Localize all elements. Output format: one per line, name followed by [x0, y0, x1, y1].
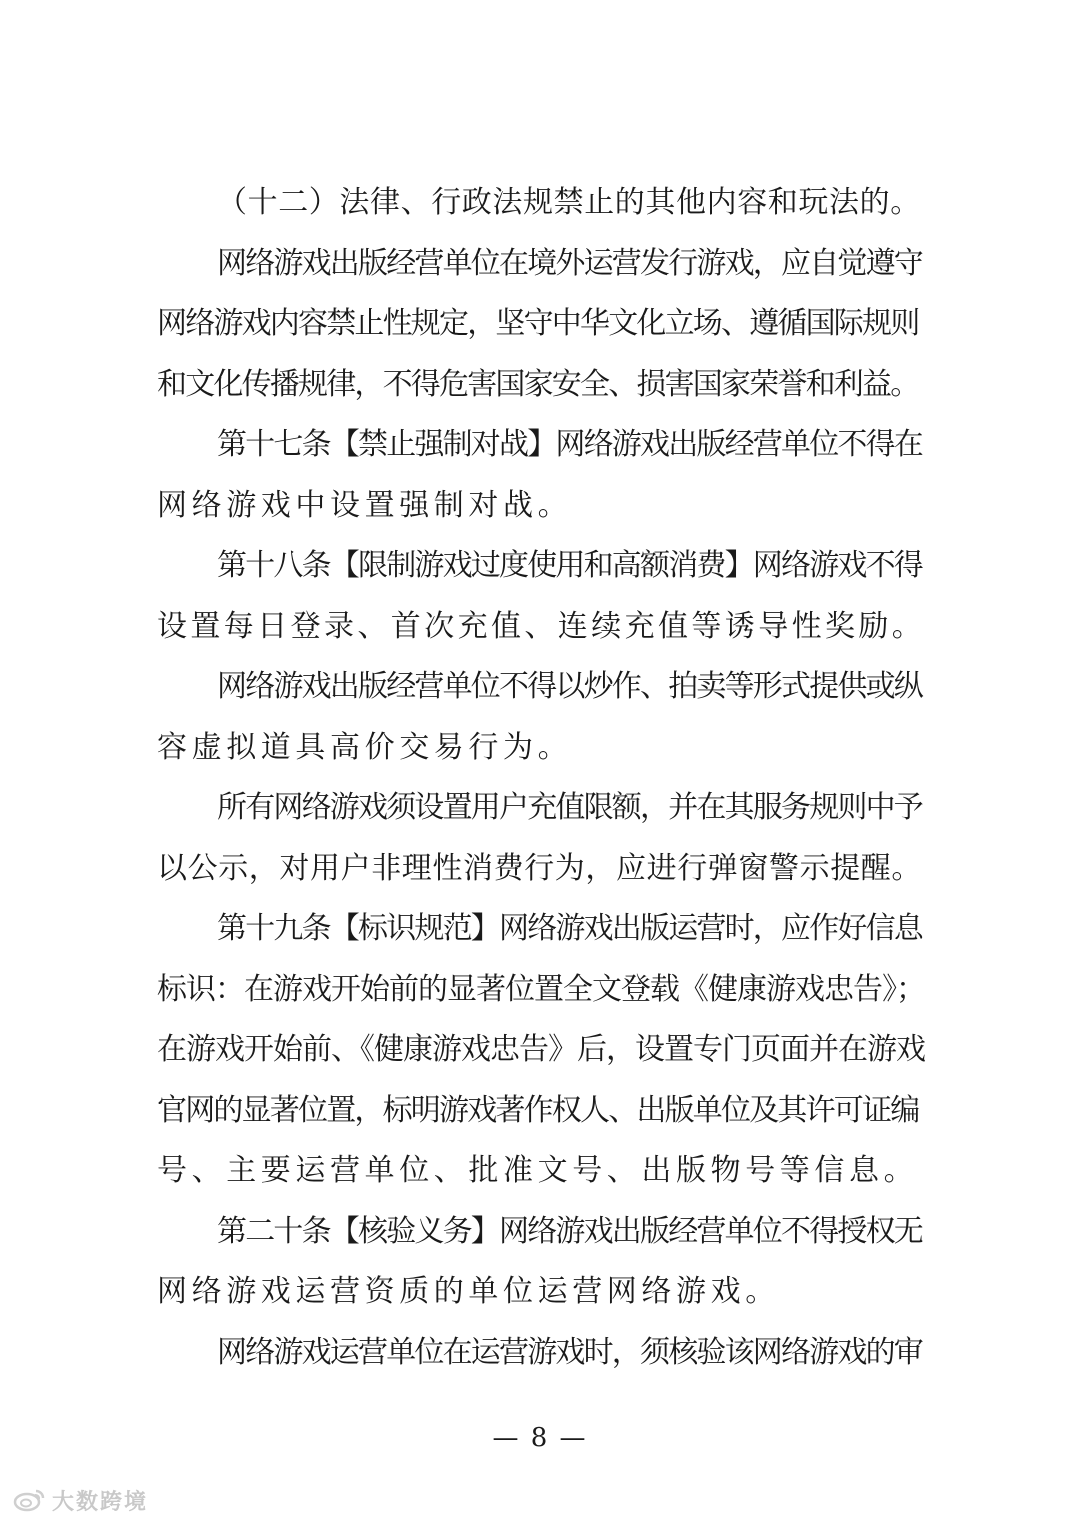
text-line: 网络游戏内容禁止性规定，坚守中华文化立场、遵循国际规则 [157, 306, 919, 341]
text-line: （十二）法律、行政法规禁止的其他内容和玩法的。 [217, 185, 921, 220]
text-line: 网络游戏运营资质的单位运营网络游戏。 [157, 1274, 780, 1309]
text-line: 网络游戏出版经营单位不得以炒作、拍卖等形式提供或纵 [217, 669, 922, 704]
text-line: 在游戏开始前、《健康游戏忠告》后，设置专门页面并在游戏 [157, 1032, 925, 1067]
text-line: 容虚拟道具高价交易行为。 [157, 729, 573, 765]
text-line: 第二十条【核验义务】网络游戏出版经营单位不得授权无 [217, 1213, 922, 1249]
watermark-text: 大数跨境 [52, 1489, 149, 1515]
page-number: — 8 — [492, 1423, 588, 1453]
text-line: 第十九条【标识规范】网络游戏出版运营时，应作好信息 [217, 911, 922, 946]
text-line: 号、主要运营单位、批准文号、出版物号等信息。 [157, 1153, 919, 1188]
text-line: 第十八条【限制游戏过度使用和高额消费】网络游戏不得 [217, 548, 922, 583]
text-line: 网络游戏出版经营单位在境外运营发行游戏，应自觉遵守 [217, 245, 922, 281]
text-line: 网络游戏中设置强制对战。 [157, 487, 573, 523]
text-line: 官网的显著位置，标明游戏著作权人、出版单位及其许可证编 [157, 1092, 919, 1128]
text-line: 设置每日登录、首次充值、连续充值等诱导性奖励。 [157, 608, 926, 644]
text-line: 和文化传播规律，不得危害国家安全、损害国家荣誉和利益。 [157, 366, 919, 402]
watermark [12, 1480, 148, 1520]
text-line: 第十七条【禁止强制对战】网络游戏出版经营单位不得在 [217, 427, 922, 462]
text-line: 标识：在游戏开始前的显著位置全文登载《健康游戏忠告》； [157, 971, 925, 1007]
text-line: 所有网络游戏须设置用户充值限额，并在其服务规则中予 [217, 790, 922, 825]
text-line: 以公示，对用户非理性消费行为，应进行弹窗警示提醒。 [157, 850, 922, 886]
text-line: 网络游戏运营单位在运营游戏时，须核验该网络游戏的审 [217, 1334, 922, 1370]
weibo-logo-icon [12, 1488, 46, 1512]
